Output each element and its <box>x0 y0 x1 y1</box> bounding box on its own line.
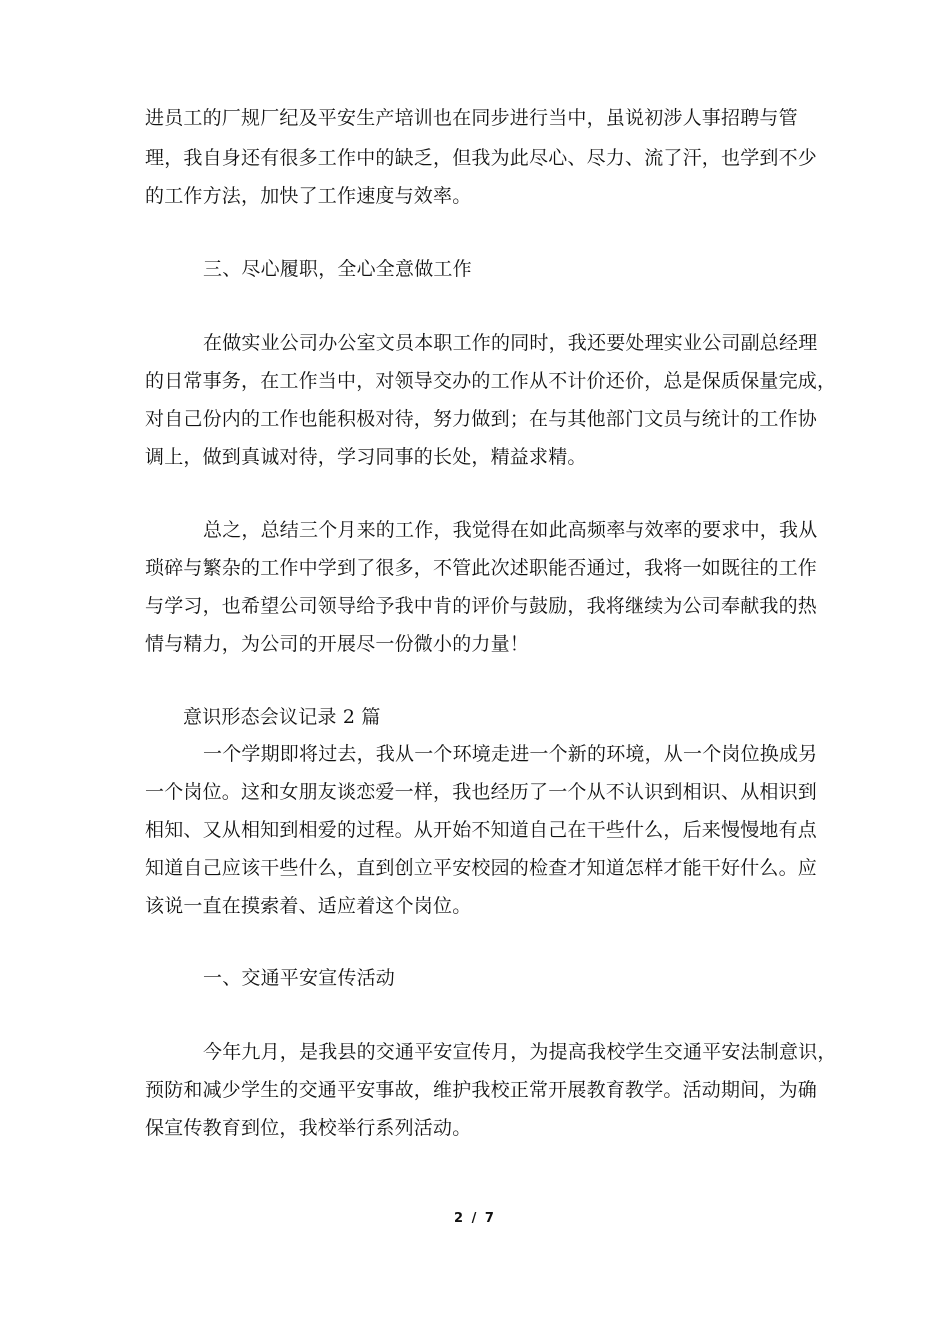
paragraph-3-line-4: 情与精力，为公司的开展尽一份微小的力量！ <box>145 633 530 655</box>
paragraph-2-line-4: 调上，做到真诚对待，学习同事的长处，精益求精。 <box>145 446 587 468</box>
paragraph-4-line-2: 一个岗位。这和女朋友谈恋爱一样，我也经历了一个从不认识到相识、从相识到 <box>145 781 818 803</box>
paragraph-1-line-2: 理，我自身还有很多工作中的缺乏，但我为此尽心、尽力、流了汗，也学到不少 <box>145 147 818 169</box>
heading-section-3: 三、尽心履职，全心全意做工作 <box>203 258 472 280</box>
heading-section-1: 一、交通平安宣传活动 <box>203 967 396 989</box>
paragraph-5-line-1: 今年九月，是我县的交通平安宣传月，为提高我校学生交通平安法制意识， <box>203 1041 837 1063</box>
paragraph-2-line-1: 在做实业公司办公室文员本职工作的同时，我还要处理实业公司副总经理 <box>203 332 818 354</box>
paragraph-2-line-2: 的日常事务，在工作当中，对领导交办的工作从不计价还价，总是保质保量完成， <box>145 370 837 392</box>
paragraph-3-line-2: 琐碎与繁杂的工作中学到了很多，不管此次述职能否通过，我将一如既往的工作 <box>145 557 818 579</box>
paragraph-4-line-1: 一个学期即将过去，我从一个环境走进一个新的环境，从一个岗位换成另 <box>203 743 818 765</box>
paragraph-4-line-5: 该说一直在摸索着、适应着这个岗位。 <box>145 895 472 917</box>
paragraph-1-line-1: 进员工的厂规厂纪及平安生产培训也在同步进行当中，虽说初涉人事招聘与管 <box>145 107 798 129</box>
section-title: 意识形态会议记录 2 篇 <box>183 706 381 728</box>
paragraph-4-line-3: 相知、又从相知到相爱的过程。从开始不知道自己在干些什么，后来慢慢地有点 <box>145 819 818 841</box>
paragraph-5-line-3: 保宣传教育到位，我校举行系列活动。 <box>145 1117 472 1139</box>
page-number: 2 / 7 <box>454 1211 496 1226</box>
paragraph-3-line-3: 与学习，也希望公司领导给予我中肯的评价与鼓励，我将继续为公司奉献我的热 <box>145 595 818 617</box>
paragraph-4-line-4: 知道自己应该干些什么，直到创立平安校园的检查才知道怎样才能干好什么。应 <box>145 857 818 879</box>
paragraph-2-line-3: 对自己份内的工作也能积极对待，努力做到；在与其他部门文员与统计的工作协 <box>145 408 818 430</box>
paragraph-5-line-2: 预防和减少学生的交通平安事故，维护我校正常开展教育教学。活动期间，为确 <box>145 1079 818 1101</box>
paragraph-3-line-1: 总之，总结三个月来的工作，我觉得在如此高频率与效率的要求中，我从 <box>203 519 818 541</box>
paragraph-1-line-3: 的工作方法，加快了工作速度与效率。 <box>145 185 472 207</box>
